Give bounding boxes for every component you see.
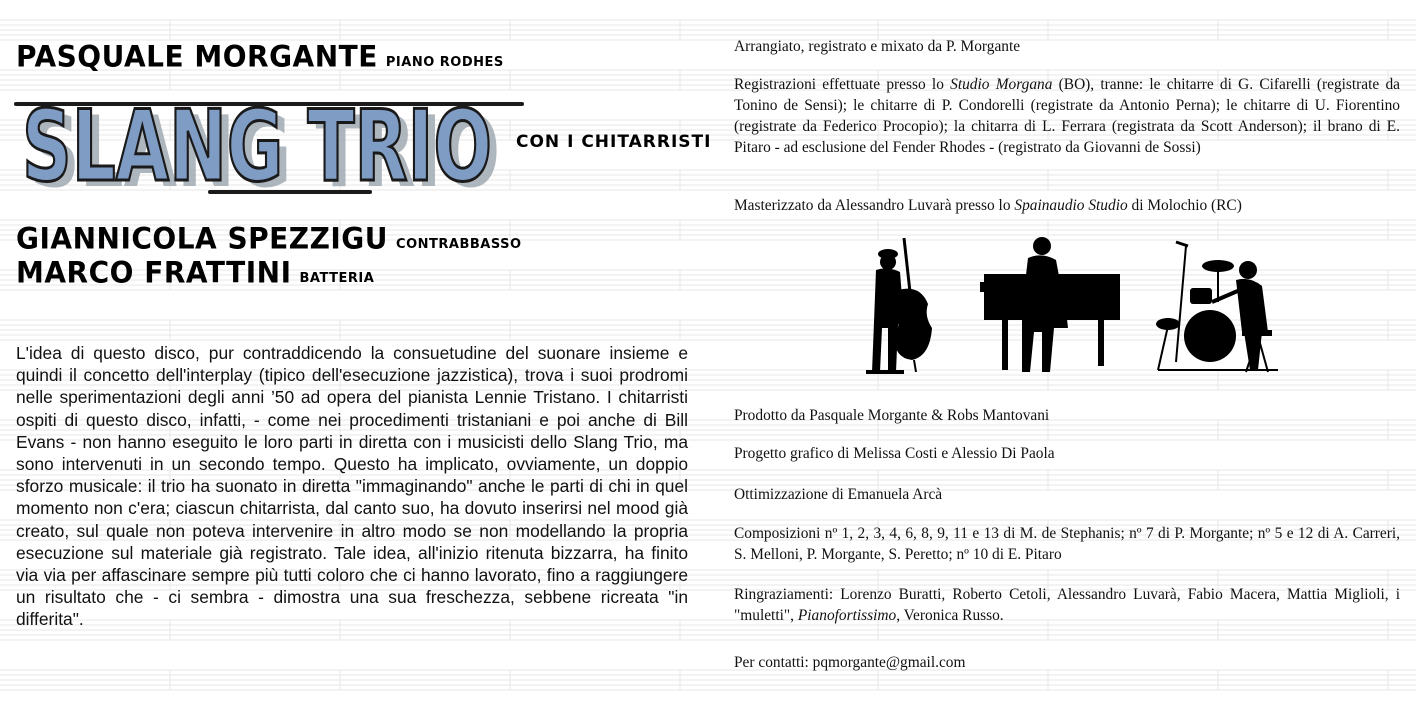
credit-recorded-suffix: (BO), tranne: le chitarre di G. Cifarelli (registrate da Tonino de Sensi); le chitarre di P. Condorelli (registrate da Antonio Perna); le chitarre di U. Fiorentino (registrate da Federico Procopio); la chitarra di L. Ferrara (registrata da Scott Anderson); il brano di E. Pitaro - ad esclusione del Fender Rhodes - (registrato da Giovanni de Sossi)	[734, 76, 1401, 156]
leader-instrument: PIANO RODHES	[385, 55, 504, 70]
liner-notes-paragraph: L'idea di questo disco, pur contraddicendo la consuetudine del suonare insieme e quindi il concetto dell'interplay (tipico dell'esecuzione jazzistica), trova i suoi prodromi nelle sperimentazioni degli anni ’50 ad opera del pianista Lennie Tristano. I chitarristi ospiti di questo disco, infatti, - come nei procedimenti tristaniani e poi anche di Bill Evans - non hanno eseguito le loro parti in diretta con i musicisti dello Slang Trio, ma sono intervenuti in un secondo tempo. Questo ha implicato, ovviamente, un doppio sforzo musicale: il trio ha suonato in diretta "immaginando" anche le parti di chi in quel momento non c'era; ciascun chitarrista, dal canto suo, ha dovuto inserirsi nel mood già creato, sul quale non poteva intervenire in altro modo se non modellando la propria esecuzione sul materiale già registrato. Tale idea, all'inizio ritenuta bizzarra, ha finito via via per affascinare sempre più tutti coloro che ci hanno lavorato, fino a raggiungere un risultato che - ci sembra - dimostra una sua freschezza, sebbene ricreata "in differita".	[16, 343, 688, 630]
credit-thanks-suffix: , Veronica Russo.	[896, 607, 1004, 624]
drummer-credit	[16, 256, 374, 289]
credit-mastered-studio: Spainaudio Studio	[1014, 197, 1128, 214]
credit-produced: Prodotto da Pasquale Morgante & Robs Mantovani	[734, 407, 1050, 424]
drummer-silhouette-icon	[1156, 242, 1278, 372]
credit-thanks	[734, 584, 1400, 626]
credit-contact: Per contatti: pqmorgante@gmail.com	[734, 654, 966, 671]
pianist-silhouette-icon	[980, 237, 1120, 372]
logo-title: SLANG TRIO	[22, 92, 492, 204]
credit-mastered-prefix: Masterizzato da Alessandro Luvarà presso lo	[734, 197, 1015, 214]
right-panel	[708, 0, 1416, 715]
credit-recorded-prefix: Registrazioni effettuate presso lo	[734, 76, 951, 93]
credit-thanks-prefix: Ringraziamenti: Lorenzo Buratti, Roberto Cetoli, Alessandro Luvarà, Fabio Macera, Mattia Miglioli, i "muletti",	[734, 586, 1400, 624]
guests-label: CON I CHITARRISTI	[516, 132, 712, 152]
credit-compositions: Composizioni nº 1, 2, 3, 4, 6, 8, 9, 11 e 13 di M. de Stephanis; nº 7 di P. Morgante; nº 5 e 12 di A. Carreri, S. Melloni, P. Morgante, S. Peretto; nº 10 di E. Pitaro	[734, 525, 1400, 563]
bassist-instrument: CONTRABBASSO	[396, 237, 522, 252]
bassist-name: GIANNICOLA SPEZZIGU	[16, 221, 389, 256]
drummer-instrument: BATTERIA	[299, 271, 375, 286]
credit-recorded-studio: Studio Morgana	[950, 76, 1053, 93]
credit-recorded	[734, 74, 1400, 158]
bassist-credit	[16, 222, 522, 255]
slang-trio-logo	[10, 92, 530, 204]
trio-silhouettes	[858, 232, 1278, 378]
credit-mastered	[734, 195, 1400, 216]
drummer-name: MARCO FRATTINI	[16, 255, 292, 290]
leader-name: PASQUALE MORGANTE	[16, 39, 378, 74]
credit-optimization: Ottimizzazione di Emanuela Arcà	[734, 486, 943, 503]
logo-shadow: SLANG TRIO	[30, 96, 500, 204]
credit-thanks-italic: Pianofortissimo	[797, 607, 897, 624]
credit-mastered-suffix: di Molochio (RC)	[1127, 197, 1242, 214]
leader-credit	[16, 40, 504, 73]
credit-graphics: Progetto grafico di Melissa Costi e Alessio Di Paola	[734, 445, 1055, 462]
double-bass-player-silhouette-icon	[866, 238, 932, 374]
credit-arranged: Arrangiato, registrato e mixato da P. Morgante	[734, 38, 1021, 55]
